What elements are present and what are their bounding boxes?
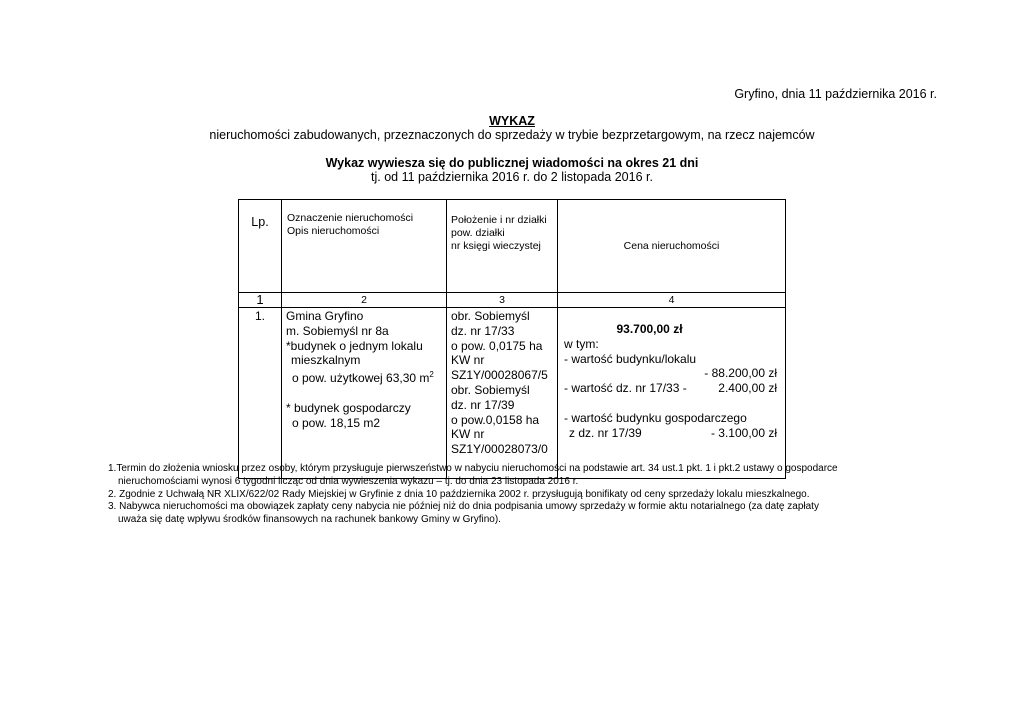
header-lp: Lp. <box>239 200 282 293</box>
notice-period: tj. od 11 października 2016 r. do 2 listopada 2016 r. <box>371 170 653 184</box>
footnote-1-continued: nieruchomościami wynosi 6 tygodni licząc od dnia wywieszenia wykazu – tj. do dnia 23 listopada 2016 r. <box>118 475 579 487</box>
price-total: 93.700,00 zł <box>616 322 683 336</box>
location-line: o pow.0,0158 ha <box>451 412 540 427</box>
row-location <box>447 308 558 479</box>
description-line: * budynek gospodarczy <box>286 400 411 415</box>
location-line: SZ1Y/00028073/0 <box>451 442 548 457</box>
header-location-line3: nr księgi wieczystej <box>451 240 541 252</box>
price-breakdown-label: w tym: <box>564 336 599 351</box>
location-line: obr. Sobiemyśl <box>451 309 530 323</box>
price-outbuilding-label: - wartość budynku gospodarczego <box>564 410 747 425</box>
table-row <box>239 308 786 479</box>
price-outbuilding-value: - 3.100,00 zł <box>710 425 777 440</box>
document-subtitle: nieruchomości zabudowanych, przeznaczonych do sprzedaży w trybie bezprzetargowym, na rzecz najemców <box>209 128 815 142</box>
location-line: dz. nr 17/33 <box>451 323 515 338</box>
price-plot-row <box>564 381 785 396</box>
row-description <box>282 308 447 479</box>
row-price <box>558 308 786 479</box>
area-superscript: 2 <box>429 370 434 380</box>
header-price: Cena nieruchomości <box>558 200 786 293</box>
column-number-2: 2 <box>282 293 447 308</box>
document-date: Gryfino, dnia 11 października 2016 r. <box>734 87 937 101</box>
header-location-line1: Położenie i nr działki <box>451 214 547 226</box>
column-number-4: 4 <box>558 293 786 308</box>
header-description-line2: Opis nieruchomości <box>287 225 380 237</box>
notice-heading: Wykaz wywiesza się do publicznej wiadomości na okres 21 dni <box>325 156 699 170</box>
footnote-2: 2. Zgodnie z Uchwałą NR XLIX/622/02 Rady Miejskiej w Gryfinie z dnia 10 października 2002 r. przysługują bonifikaty od ceny sprzedaży lokalu mieszkalnego. <box>108 488 810 500</box>
table-header-row <box>239 200 786 293</box>
price-outbuilding-row <box>564 426 785 441</box>
price-plot-label: - wartość dz. nr 17/33 - <box>564 381 687 396</box>
location-line: dz. nr 17/39 <box>451 397 515 412</box>
column-number-1: 1 <box>239 293 282 308</box>
header-description <box>282 200 447 293</box>
area-text: o pow. użytkowej 63,30 m <box>292 371 430 386</box>
price-building-value: - 88.200,00 zł <box>704 366 777 381</box>
description-line: Gmina Gryfino <box>286 309 364 323</box>
footnotes <box>108 463 948 527</box>
location-line: o pow. 0,0175 ha <box>451 338 543 353</box>
property-table <box>238 199 786 479</box>
description-line: o pow. 18,15 m2 <box>292 415 381 430</box>
location-line: SZ1Y/00028067/5 <box>451 368 548 383</box>
price-outbuilding-plot: z dz. nr 17/39 <box>569 425 642 440</box>
header-description-line1: Oznaczenie nieruchomości <box>287 212 414 224</box>
column-number-3: 3 <box>447 293 558 308</box>
description-line: m. Sobiemyśl nr 8a <box>286 323 389 338</box>
description-area-line <box>286 368 446 386</box>
header-location <box>447 200 558 293</box>
location-line: KW nr <box>451 427 485 442</box>
price-building-label: - wartość budynku/lokalu <box>564 351 697 366</box>
table-number-row <box>239 293 786 308</box>
location-line: KW nr <box>451 353 485 368</box>
description-line: mieszkalnym <box>291 353 361 368</box>
header-location-line2: pow. działki <box>451 227 505 239</box>
location-line: obr. Sobiemyśl <box>451 382 530 397</box>
description-line: *budynek o jednym lokalu <box>286 338 423 353</box>
footnote-1: 1.Termin do złożenia wniosku przez osoby, którym przysługuje pierwszeństwo w nabyciu nieruchomości na podstawie art. 34 ust.1 pkt. 1 i pkt.2 ustawy o gospodarce <box>108 463 838 474</box>
footnote-3: 3. Nabywca nieruchomości ma obowiązek zapłaty ceny nabycia nie później niż do dnia podpisania umowy sprzedaży w formie aktu notarialnego (za datę zapłaty <box>108 501 819 513</box>
row-lp: 1. <box>239 308 282 479</box>
document-title: WYKAZ <box>489 114 535 128</box>
footnote-3-continued: uważa się datę wpływu środków finansowych na rachunek bankowy Gminy w Gryfino). <box>118 514 501 526</box>
price-plot-value: 2.400,00 zł <box>718 381 777 396</box>
